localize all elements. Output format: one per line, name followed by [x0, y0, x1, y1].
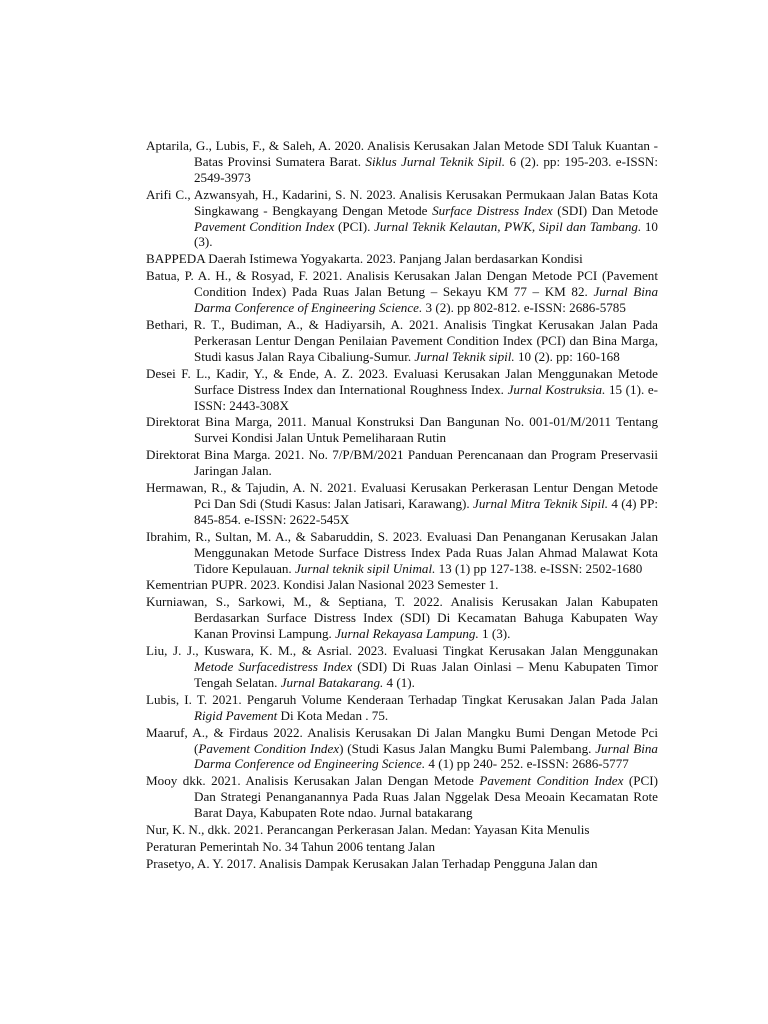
reference-entry: [146, 856, 658, 872]
reference-text: Mooy dkk. 2021. Analisis Kerusakan Jalan Dengan Metode: [146, 773, 480, 789]
reference-entry: [146, 577, 658, 593]
reference-italic-text: Jurnal Bina Darma Conference od Engineering Science.: [194, 740, 658, 772]
reference-text: Ibrahim, R., Sultan, M. A., & Sabaruddin, S. 2023. Evaluasi Dan Penanganan Kerusakan Jalan Menggunakan Metode Surface Distress Index Pada Ruas Jalan Ahmad Malawat Kota Tidore Kepulauan.: [146, 528, 658, 576]
reference-text: Direktorat Bina Marga, 2011. Manual Konstruksi Dan Bangunan No. 001-01/M/2011 Tentang Survei Kondisi Jalan Untuk Pemeliharaan Rutin: [146, 414, 658, 446]
reference-italic-text: Metode Surfacedistress Index: [194, 659, 353, 674]
reference-italic-text: Jurnal Kostruksia.: [507, 381, 606, 397]
reference-italic-text: Jurnal Batakarang.: [280, 674, 384, 690]
reference-entry: [146, 692, 658, 724]
reference-text: Hermawan, R., & Tajudin, A. N. 2021. Evaluasi Kerusakan Perkerasan Lentur Dengan Metode Pci Dan Sdi (Studi Kasus: Jalan Jatisari, Karawang).: [146, 480, 658, 511]
reference-italic-text: Jurnal Rekayasa Lampung.: [335, 626, 479, 642]
reference-entry: [146, 187, 658, 251]
reference-entry: [146, 594, 658, 642]
reference-italic-text: Jurnal teknik sipil Unimal.: [294, 560, 436, 576]
reference-italic-text: Siklus Jurnal Teknik Sipil.: [365, 153, 506, 169]
reference-entry: [146, 643, 658, 691]
reference-text: 3 (2). pp 802-812. e-ISSN: 2686-5785: [422, 300, 626, 316]
reference-italic-text: Surface Distress Index: [432, 202, 553, 218]
reference-entry: [146, 268, 658, 316]
reference-entry: [146, 822, 658, 838]
reference-italic-text: Pavement Condition Index: [194, 218, 335, 234]
reference-text: Kementrian PUPR. 2023. Kondisi Jalan Nasional 2023 Semester 1.: [146, 577, 499, 593]
reference-entry: [146, 414, 658, 446]
reference-entry: [146, 317, 658, 365]
reference-text: 4 (1).: [383, 674, 415, 690]
reference-entry: [146, 251, 658, 267]
reference-entry: [146, 725, 658, 773]
reference-text: 10 (3).: [194, 218, 658, 250]
reference-italic-text: Rigid Pavement: [194, 707, 278, 723]
reference-text: Arifi C., Azwansyah, H., Kadarini, S. N. 2023. Analisis Kerusakan Permukaan Jalan Batas Kota Singkawang - Bengkayang Dengan Metode: [146, 186, 658, 218]
reference-list: [146, 138, 658, 873]
reference-text: Lubis, I. T. 2021. Pengaruh Volume Kenderaan Terhadap Tingkat Kerusakan Jalan Pada Jalan: [146, 691, 658, 707]
reference-text: Prasetyo, A. Y. 2017. Analisis Dampak Kerusakan Jalan Terhadap Pengguna Jalan dan: [146, 855, 598, 871]
reference-text: Di Kota Medan . 75.: [277, 707, 389, 723]
reference-text: (SDI) Dan Metode: [552, 202, 659, 218]
reference-text: 10 (2). pp: 160-168: [514, 348, 620, 364]
reference-entry: [146, 529, 658, 577]
reference-text: Peraturan Pemerintah No. 34 Tahun 2006 tentang Jalan: [146, 838, 436, 854]
reference-entry: [146, 773, 658, 821]
reference-text: 6 (2). pp: 195-203. e-ISSN: 2549-3973: [194, 153, 659, 185]
reference-text: 4 (4) PP: 845-854. e-ISSN: 2622-545X: [194, 495, 659, 527]
reference-text: ) (Studi Kasus Jalan Mangku Bumi Palembang.: [339, 740, 596, 756]
reference-text: (PCI) Dan Strategi Penanganannya Pada Ruas Jalan Nggelak Desa Meoain Kecamatan Rote Barat Daya, Kabupaten Rote ndao. Jurnal batakarang: [194, 773, 658, 821]
reference-entry: [146, 839, 658, 855]
reference-text: (SDI) Di Ruas Jalan Oinlasi – Menu Kabupaten Timor Tengah Selatan.: [194, 659, 658, 690]
reference-text: Bethari, R. T., Budiman, A., & Hadiyarsih, A. 2021. Analisis Tingkat Kerusakan Jalan Pada Perkerasan Lentur Dengan Penilaian Pavement Condition Index (PCI) dan Bina Marga, Studi kasus Jalan Raya Cibaliung-Sumur.: [146, 316, 658, 364]
reference-text: Liu, J. J., Kuswara, K. M., & Asrial. 2023. Evaluasi Tingkat Kerusakan Jalan Menggunakan: [146, 643, 658, 659]
reference-text: 4 (1) pp 240- 252. e-ISSN: 2686-5777: [425, 756, 629, 772]
reference-text: 13 (1) pp 127-138. e-ISSN: 2502-1680: [435, 560, 643, 576]
reference-text: (PCI).: [334, 218, 375, 234]
reference-text: Desei F. L., Kadir, Y., & Ende, A. Z. 2023. Evaluasi Kerusakan Jalan Menggunakan Metode Surface Distress Index dan International Roughness Index.: [146, 365, 658, 397]
reference-text: 1 (3).: [478, 626, 511, 642]
reference-italic-text: Jurnal Teknik sipil.: [414, 348, 515, 364]
reference-italic-text: Pavement Condition Index: [198, 740, 340, 756]
reference-text: Direktorat Bina Marga. 2021. No. 7/P/BM/2021 Panduan Perencanaan dan Program Preservasii Jaringan Jalan.: [146, 447, 658, 479]
reference-italic-text: Jurnal Mitra Teknik Sipil.: [473, 495, 608, 511]
reference-text: Nur, K. N., dkk. 2021. Perancangan Perkerasan Jalan. Medan: Yayasan Kita Menulis: [146, 822, 590, 838]
reference-text: Kurniawan, S., Sarkowi, M., & Septiana, T. 2022. Analisis Kerusakan Jalan Kabupaten Berdasarkan Surface Distress Index (SDI) Di Kecamatan Bahuga Kabupaten Way Kanan Provinsi Lampung.: [146, 594, 658, 642]
reference-entry: [146, 138, 658, 186]
reference-text: Aptarila, G., Lubis, F., & Saleh, A. 2020. Analisis Kerusakan Jalan Metode SDI Taluk Kuantan - Batas Provinsi Sumatera Barat.: [146, 138, 658, 169]
reference-entry: [146, 480, 658, 528]
reference-text: BAPPEDA Daerah Istimewa Yogyakarta. 2023. Panjang Jalan berdasarkan Kondisi: [146, 251, 583, 267]
reference-italic-text: Jurnal Bina Darma Conference of Engineering Science.: [194, 284, 658, 316]
reference-entry: [146, 447, 658, 479]
reference-italic-text: Jurnal Teknik Kelautan, PWK, Sipil dan Tambang.: [374, 218, 642, 234]
reference-text: Maaruf, A., & Firdaus 2022. Analisis Kerusakan Di Jalan Mangku Bumi Dengan Metode Pci (: [146, 724, 658, 756]
reference-text: Batua, P. A. H., & Rosyad, F. 2021. Analisis Kerusakan Jalan Dengan Metode PCI (Pavement Condition Index) Pada Ruas Jalan Betung – Sekayu KM 77 – KM 82.: [146, 268, 658, 300]
reference-entry: [146, 366, 658, 414]
reference-italic-text: Pavement Condition Index: [479, 773, 624, 789]
reference-text: 15 (1). e-ISSN: 2443-308X: [194, 381, 658, 413]
